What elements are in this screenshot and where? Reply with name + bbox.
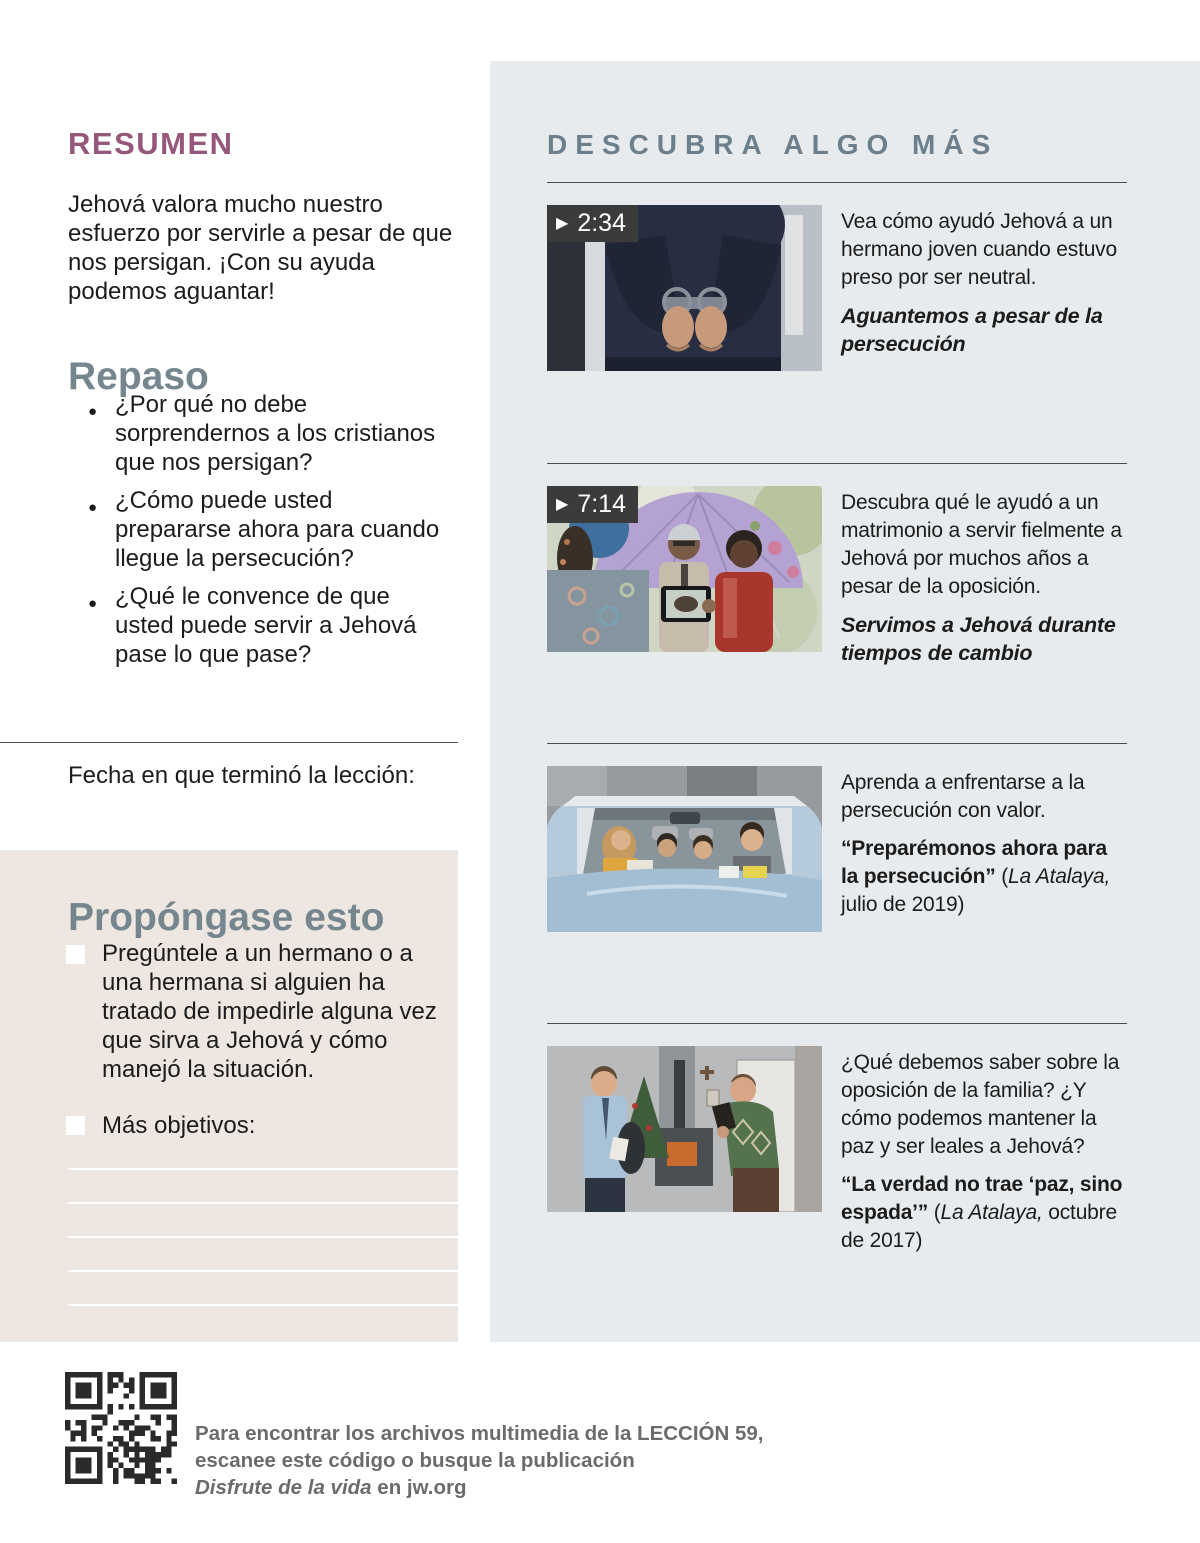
qr-code-graphic bbox=[65, 1372, 177, 1484]
publication-name: La Atalaya, bbox=[1008, 865, 1111, 888]
bullet-icon: ● bbox=[88, 499, 98, 516]
propongase-heading: Propóngase esto bbox=[68, 896, 385, 940]
footer-line: Disfrute de la vida en jw.org bbox=[195, 1476, 467, 1499]
article-reference-link[interactable]: “La verdad no trae ‘paz, sino espada’” (La Atalaya, octubre de 2017) bbox=[841, 1173, 1123, 1252]
repaso-question: ● ¿Qué le convence de que usted puede servir a Jehová pase lo que pase? bbox=[88, 583, 417, 668]
video-thumbnail-servimos[interactable] bbox=[547, 486, 822, 652]
play-icon: ▶ bbox=[556, 496, 569, 513]
lesson-date-label: Fecha en que terminó la lección: bbox=[68, 762, 415, 789]
descubra-heading: DESCUBRA ALGO MÁS bbox=[547, 129, 999, 161]
writing-line bbox=[68, 1304, 458, 1306]
media-description: Descubra qué le ayudó a un matrimonio a servir fielmente a Jehová por muchos años a pesar de la oposición. bbox=[841, 491, 1122, 598]
goal-item-text: Más objetivos: bbox=[102, 1112, 256, 1139]
writing-line bbox=[68, 1236, 458, 1238]
video-duration: 2:34 bbox=[577, 209, 626, 237]
article-reference-link[interactable]: “Preparémonos ahora para la persecución” (La Atalaya, julio de 2019) bbox=[841, 837, 1111, 916]
repaso-heading: Repaso bbox=[68, 355, 209, 399]
section-divider bbox=[0, 742, 458, 743]
video-thumbnail-aguantemos[interactable] bbox=[547, 205, 822, 371]
goal-item-text: Pregúntele a un hermano o a una hermana si alguien ha tratado de impedirle alguna vez que sirva a Jehová y cómo manejó la situación. bbox=[102, 940, 437, 1083]
goal-checkbox[interactable] bbox=[66, 1116, 85, 1135]
video-duration-badge bbox=[547, 205, 638, 242]
media-title-link[interactable]: Aguantemos a pesar de la persecución bbox=[841, 304, 1103, 356]
item-divider bbox=[547, 743, 1127, 744]
footer-line: Para encontrar los archivos multimedia de la LECCIÓN 59, bbox=[195, 1422, 764, 1445]
video-duration: 7:14 bbox=[577, 490, 626, 518]
goal-checkbox[interactable] bbox=[66, 945, 85, 964]
resumen-heading: RESUMEN bbox=[68, 125, 234, 161]
writing-line bbox=[68, 1202, 458, 1204]
article-title: “Preparémonos ahora para la persecución” bbox=[841, 837, 1107, 888]
family-in-car-illustration bbox=[547, 766, 822, 932]
media-description: Vea cómo ayudó Jehová a un hermano joven cuando estuvo preso por ser neutral. bbox=[841, 210, 1117, 289]
article-title: “La verdad no trae ‘paz, sino espada’” bbox=[841, 1173, 1123, 1224]
item-divider bbox=[547, 182, 1127, 183]
item-divider bbox=[547, 1023, 1127, 1024]
footer-line: escanee este código o busque la publicación bbox=[195, 1449, 635, 1472]
article-thumbnail-la-verdad[interactable] bbox=[547, 1046, 822, 1212]
publication-name: La Atalaya, bbox=[940, 1201, 1043, 1224]
qr-code bbox=[65, 1372, 177, 1484]
bullet-icon: ● bbox=[88, 403, 98, 420]
article-thumbnail-preparemonos[interactable] bbox=[547, 766, 822, 932]
resumen-paragraph: Jehová valora mucho nuestro esfuerzo por servirle a pesar de que nos persigan. ¡Con su ayuda podemos aguantar! bbox=[68, 191, 453, 305]
propongase-box bbox=[0, 850, 458, 1342]
media-description: Aprenda a enfrentarse a la persecución con valor. bbox=[841, 771, 1085, 822]
writing-line bbox=[68, 1168, 458, 1170]
play-icon: ▶ bbox=[556, 215, 569, 232]
publication-name: Disfrute de la vida bbox=[195, 1476, 372, 1499]
repaso-question-list bbox=[88, 390, 450, 678]
bullet-icon: ● bbox=[88, 595, 98, 612]
item-divider bbox=[547, 463, 1127, 464]
video-duration-badge bbox=[547, 486, 638, 523]
footer-caption bbox=[195, 1420, 795, 1501]
repaso-question: ● ¿Por qué no debe sorprendernos a los cristianos que nos persigan? bbox=[88, 391, 436, 476]
family-opposition-illustration bbox=[547, 1046, 822, 1212]
repaso-question: ● ¿Cómo puede usted prepararse ahora para cuando llegue la persecución? bbox=[88, 487, 440, 572]
media-description: ¿Qué debemos saber sobre la oposición de la familia? ¿Y cómo podemos mantener la paz y ser leales a Jehová? bbox=[841, 1051, 1120, 1158]
media-title-link[interactable]: Servimos a Jehová durante tiempos de cambio bbox=[841, 613, 1116, 665]
writing-line bbox=[68, 1270, 458, 1272]
